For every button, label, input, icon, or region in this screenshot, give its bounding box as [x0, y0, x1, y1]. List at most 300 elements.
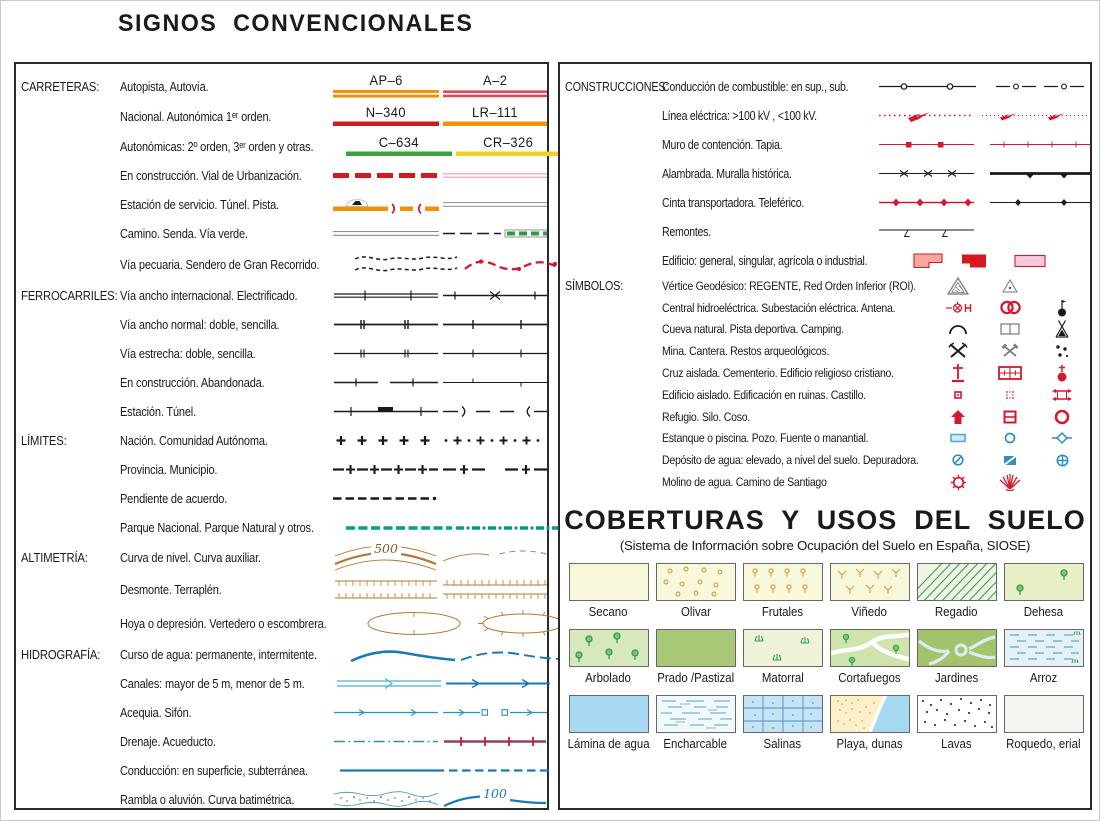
row-description: Edificio: general, singular, agrícola o industrial. [662, 253, 868, 268]
landcover-label: Olivar [680, 603, 711, 619]
limite-provincia-symbol [333, 463, 439, 476]
row-description: Molino de agua. Camino de Santiago [662, 475, 827, 490]
page-title: SIGNOS CONVENCIONALES [118, 10, 474, 37]
row-description: Conducción de combustible: en sup., sub. [662, 79, 849, 94]
autonomica-1-symbol [443, 121, 547, 127]
landcover-item [652, 629, 739, 685]
remontes-symbol [878, 223, 1092, 240]
cantera-icon [999, 341, 1021, 361]
icon-cell [1036, 319, 1088, 339]
row-description: Hoya o depresión. Vertedero o escombrera. [120, 615, 327, 631]
legend-row-conduccion [16, 756, 547, 785]
playa-dunas-swatch [830, 695, 910, 733]
sendero-gr-symbol [463, 250, 567, 280]
row-description: Rambla o aluvión. Curva batimétrica. [120, 792, 295, 807]
legend-row-cueva [560, 319, 1090, 341]
legend-row-molino [560, 471, 1090, 493]
legend-row-via-estrecha [16, 339, 547, 368]
fc-tunel-symbol [443, 405, 547, 418]
icon-cell [932, 474, 984, 491]
landcover-item [826, 629, 913, 685]
symbol-cell [443, 73, 547, 98]
row-description: Curso de agua: permanente, intermitente. [120, 647, 317, 662]
legend-row-alambrada [560, 159, 1090, 188]
icon-cell [984, 409, 1036, 425]
vertice-regente-icon [946, 276, 970, 296]
landcover-label: Frutales [761, 603, 804, 619]
landcover-item [913, 563, 1000, 619]
symbol-cell [460, 646, 564, 664]
arroz-swatch [1004, 629, 1084, 667]
legend-row-estacion-servicio [16, 190, 547, 219]
icon-cell [1036, 408, 1088, 426]
pozo-icon [1003, 431, 1017, 445]
symbol-cell [443, 318, 547, 331]
legend-row-fc-estacion [16, 397, 547, 426]
legend-row-parque [16, 513, 547, 542]
symbol-cell [463, 250, 567, 280]
autopista-symbol [333, 89, 439, 99]
category-label: CONSTRUCCIONES: [565, 79, 669, 94]
acequia-symbol [333, 706, 439, 719]
symbol-cell [332, 73, 440, 98]
symbol-cell [456, 524, 560, 532]
symbol-cell [443, 463, 547, 476]
depuradora-icon [1055, 453, 1070, 468]
symbol-cell [338, 764, 446, 777]
landcover-item [565, 695, 652, 751]
muro-tapia-symbol [878, 136, 1092, 153]
icon-cell [1036, 362, 1088, 384]
row-description: Cruz aislada. Cementerio. Edificio religioso cristiano. [662, 366, 894, 381]
icon-cell [932, 432, 984, 444]
symbol-cell [352, 250, 460, 280]
row-description: Nacional. Autonómica 1ᵉʳ orden. [120, 108, 272, 124]
pista-symbol [443, 201, 547, 208]
via-estrecha-doble-symbol [333, 347, 439, 360]
landcover-label: Cortafuegos [838, 669, 901, 685]
via-normal-doble-symbol [333, 318, 439, 331]
symbol-cell [332, 577, 440, 602]
row-description: Vía estrecha: doble, sencilla. [120, 346, 256, 361]
row-description: En construcción. Vial de Urbanización. [120, 168, 302, 183]
symbol-cell [332, 735, 440, 748]
symbol-cell [332, 541, 440, 571]
legend-row-pendiente [16, 484, 547, 513]
cortafuegos-swatch [830, 629, 910, 667]
lamina-agua-swatch [569, 695, 649, 733]
row-description: Curva de nivel. Curva auxiliar. [120, 550, 261, 565]
row-description: Autopista, Autovía. [120, 78, 209, 94]
legend-row-combustible [560, 72, 1090, 101]
antena-icon [1054, 297, 1070, 318]
terraplen-symbol [443, 577, 547, 602]
symbol-cell [443, 201, 547, 208]
legend-row-drenaje [16, 727, 547, 756]
legend-row-mina [560, 340, 1090, 362]
icon-cell [1036, 388, 1088, 402]
icon-cell [932, 341, 984, 361]
parque-natural-symbol [456, 524, 560, 532]
legend-row-provincia [16, 455, 547, 484]
salinas-swatch [743, 695, 823, 733]
symbol-cell [332, 706, 440, 719]
symbol-cell [345, 524, 453, 532]
icon-cell [932, 408, 984, 426]
legend-row-nacion [16, 426, 547, 455]
category-label: FERROCARRILES: [21, 288, 118, 303]
category-label: CARRETERAS: [21, 78, 100, 94]
prado-swatch [656, 629, 736, 667]
canal-mayor-symbol [336, 677, 442, 690]
legend-row-construccion-vial [16, 161, 547, 190]
row-description: Desmonte. Terraplén. [120, 582, 222, 597]
symbol-cell [443, 788, 547, 811]
icon-cell [932, 276, 984, 296]
legend-row-vertice [560, 275, 1090, 297]
legend-row-edificio-aislado [560, 384, 1090, 406]
alambrada-muralla-symbol [878, 165, 1092, 182]
deposito-elevado-icon [951, 453, 965, 467]
conduccion-superficie-symbol [339, 764, 445, 777]
legend-row-cinta [560, 188, 1090, 217]
restos-arqueologicos-icon [1053, 342, 1071, 360]
icon-cell [932, 453, 984, 467]
sifon-symbol [443, 706, 547, 719]
symbol-cell [349, 646, 457, 664]
carretera-construccion-symbol [333, 172, 439, 179]
row-description: Estación de servicio. Túnel. Pista. [120, 197, 279, 212]
landcover-item [913, 629, 1000, 685]
road-shield-label: LR–111 [472, 104, 518, 121]
via-pecuaria-symbol [353, 250, 459, 280]
symbol-cell [332, 788, 440, 811]
row-description: Parque Nacional. Parque Natural y otros. [120, 520, 314, 535]
row-description: Depósito de agua: elevado, a nivel del suelo. Depuradora. [662, 453, 919, 468]
row-description: Estanque o piscina. Pozo. Fuente o manantial. [662, 431, 869, 446]
landcover-item [565, 629, 652, 685]
icon-cell [984, 322, 1036, 336]
row-description: Autonómicas: 2º orden, 3ᵉʳ orden y otras. [120, 138, 314, 154]
landcover-label: Jardines [934, 669, 979, 685]
landcover-label: Prado /Pastizal [657, 669, 734, 685]
hoya-depresion-symbol [361, 608, 467, 639]
category-label: ALTIMETRÍA: [21, 550, 88, 565]
row-description: Remontes. [662, 224, 711, 239]
jardines-swatch [917, 629, 997, 667]
molino-agua-icon [950, 474, 967, 491]
legend-row-linea-electrica [560, 101, 1090, 130]
symbol-cell [443, 577, 547, 602]
symbol-cell [332, 376, 440, 389]
landcover-label: Encharcable [663, 735, 728, 751]
left-legend-panel [14, 62, 549, 810]
contour-elevation-label: 500 [371, 543, 401, 556]
landcover-item [826, 563, 913, 619]
autovia-symbol [443, 89, 547, 99]
icon-cell [984, 364, 1036, 382]
legend-row-autonomicas [16, 131, 547, 161]
parque-nacional-symbol [346, 524, 452, 532]
symbol-cell [449, 764, 553, 777]
landcover-label: Matorral [761, 669, 804, 685]
symbol-cell [335, 677, 443, 690]
row-description: Cueva natural. Pista deportiva. Camping. [662, 322, 844, 337]
landcover-label: Dehesa [1023, 603, 1064, 619]
cementerio-icon [997, 364, 1023, 382]
edificio-aislado-icon [953, 390, 963, 400]
fc-abandonada-symbol [443, 376, 547, 389]
symbol-cell [446, 677, 550, 690]
encharcable-swatch [656, 695, 736, 733]
curso-permanente-symbol [350, 646, 456, 664]
desmonte-symbol [333, 577, 439, 602]
symbol-cell [456, 135, 560, 156]
icon-cell [984, 389, 1036, 401]
symbol-cell [443, 706, 547, 719]
legend-row-via-internacional [16, 281, 547, 310]
road-shield-label: N–340 [365, 104, 407, 121]
landcover-item [1000, 695, 1087, 751]
icon-cell [984, 474, 1036, 491]
category-label: LÍMITES: [21, 433, 67, 448]
symbol-cell [443, 105, 547, 126]
symbol-cell [443, 227, 547, 240]
legend-row-via-pecuaria [16, 248, 547, 281]
row-description: Vía ancho normal: doble, sencilla. [120, 317, 280, 332]
legend-row-curso-agua [16, 640, 547, 669]
icon-cell [984, 454, 1036, 467]
depth-contour-label: 100 [480, 788, 510, 801]
road-shield-label: A–2 [482, 72, 508, 89]
legend-row-hoya [16, 606, 547, 640]
regadio-swatch [917, 563, 997, 601]
pista-deportiva-icon [999, 322, 1021, 336]
acueducto-symbol [443, 735, 547, 748]
symbol-cell [332, 463, 440, 476]
pendiente-acuerdo-symbol [333, 492, 439, 505]
silo-icon [1002, 409, 1018, 425]
landcover-item [826, 695, 913, 751]
legend-row-desmonte [16, 573, 547, 606]
fc-estacion-symbol [333, 405, 439, 418]
row-description: Refugio. Silo. Coso. [662, 409, 750, 424]
row-description: Camino. Senda. Vía verde. [120, 226, 248, 241]
symbol-cell [332, 492, 440, 505]
symbol-cell [332, 318, 440, 331]
secano-swatch [569, 563, 649, 601]
symbol-cell [332, 172, 440, 179]
drenaje-symbol [333, 735, 439, 748]
legend-row-fc-construccion [16, 368, 547, 397]
camino-santiago-icon [998, 474, 1022, 491]
coso-icon [1053, 408, 1071, 426]
vial-urbanizacion-symbol [443, 172, 547, 179]
limite-nacion-symbol [333, 434, 439, 447]
icon-cell [984, 298, 1036, 317]
row-description: Vía pecuaria. Sendero de Gran Recorrido. [120, 257, 320, 272]
landcover-item [565, 563, 652, 619]
icon-cell [932, 298, 984, 318]
estacion-servicio-tunel-symbol [333, 196, 439, 214]
fuente-manantial-icon [1051, 431, 1073, 445]
landcover-label: Salinas [763, 735, 802, 751]
symbol-cell [332, 230, 440, 237]
deposito-suelo-icon [1002, 454, 1018, 467]
camino-symbol [333, 230, 439, 237]
row-description: Cinta transportadora. Teleférico. [662, 195, 805, 210]
cueva-natural-icon [947, 322, 969, 336]
symbol-cell [332, 196, 440, 214]
landcover-label: Lavas [941, 735, 972, 751]
row-description: Pendiente de acuerdo. [120, 491, 228, 506]
nacional-symbol [333, 121, 439, 127]
icon-cell [932, 322, 984, 336]
conduccion-subterranea-symbol [449, 764, 553, 777]
row-description: Conducción: en superficie, subterránea. [120, 763, 308, 778]
camping-icon [1052, 319, 1072, 339]
row-description: Nación. Comunidad Autónoma. [120, 433, 268, 448]
landcover-label: Arbolado [585, 669, 632, 685]
landcover-label: Secano [589, 603, 628, 619]
lavas-swatch [917, 695, 997, 733]
rambla-aluvion-symbol [333, 788, 439, 811]
landcover-label: Arroz [1029, 669, 1058, 685]
row-description: Vía ancho internacional. Electrificado. [120, 288, 298, 303]
limite-municipio-symbol [443, 463, 547, 476]
road-shield-label: CR–326 [482, 134, 533, 151]
landcover-grid [560, 553, 1090, 761]
legend-row-rambla [16, 785, 547, 814]
dehesa-swatch [1004, 563, 1084, 601]
legend-row-remontes [560, 217, 1090, 246]
legend-row-muro [560, 130, 1090, 159]
landcover-item [739, 695, 826, 751]
row-description: En construcción. Abandonada. [120, 375, 265, 390]
fc-construccion-symbol [333, 376, 439, 389]
symbol-cell [443, 544, 547, 571]
landcover-item [1000, 629, 1087, 685]
symbol-cell [443, 172, 547, 179]
conduccion-combustible-symbol [878, 78, 1092, 95]
row-description: Acequia. Sifón. [120, 705, 192, 720]
linea-electrica-symbol [878, 107, 1092, 124]
icon-cell [984, 431, 1036, 445]
roquedo-erial-swatch [1004, 695, 1084, 733]
electrificado-symbol [443, 289, 547, 302]
castillo-icon [1051, 388, 1073, 402]
arbolado-swatch [569, 629, 649, 667]
curva-auxiliar-symbol [443, 544, 547, 571]
canal-menor-symbol [446, 677, 550, 690]
frutales-swatch [743, 563, 823, 601]
row-description: Mina. Cantera. Restos arqueológicos. [662, 344, 830, 359]
symbol-cell [443, 289, 547, 302]
autonomica-3-symbol [456, 151, 560, 157]
legend-row-curva-nivel [16, 542, 547, 573]
symbol-cell [332, 347, 440, 360]
matorral-swatch [743, 629, 823, 667]
via-estrecha-sencilla-symbol [443, 347, 547, 360]
legend-row-edificio [560, 246, 1090, 275]
landcover-item [739, 629, 826, 685]
row-description: Edificio aislado. Edificación en ruinas. Castillo. [662, 387, 866, 402]
category-label: SÍMBOLOS: [565, 278, 624, 293]
road-shield-label: C–634 [378, 134, 419, 151]
symbol-cell [332, 434, 440, 447]
legend-row-acequia [16, 698, 547, 727]
landcover-item [739, 563, 826, 619]
symbol-cell [443, 735, 547, 748]
symbol-cell [360, 608, 468, 639]
edificacion-ruinas-icon [1004, 389, 1016, 401]
via-internacional-symbol [333, 289, 439, 302]
row-description: Vértice Geodésico: REGENTE, Red Orden Inferior (ROI). [662, 278, 916, 293]
refugio-icon [949, 408, 967, 426]
legend-row-autopista [16, 71, 547, 101]
row-description: Línea eléctrica: >100 kV , <100 kV. [662, 108, 817, 123]
category-label: HIDROGRAFÍA: [21, 647, 101, 662]
legend-row-camino-senda [16, 219, 547, 248]
legend-row-canales [16, 669, 547, 698]
row-description: Estación. Túnel. [120, 404, 196, 419]
coberturas-subtitle: (Sistema de Información sobre Ocupación del Suelo en España, SIOSE) [619, 537, 1031, 553]
symbol-cell [332, 105, 440, 126]
road-shield-label: AP–6 [369, 72, 403, 89]
legend-row-via-normal [16, 310, 547, 339]
legend-row-cruz [560, 362, 1090, 384]
estanque-piscina-icon [949, 432, 967, 444]
icon-cell [984, 341, 1036, 361]
limite-comunidad-symbol [443, 434, 547, 447]
landcover-item [652, 563, 739, 619]
legend-row-refugio [560, 406, 1090, 428]
symbol-cell [443, 376, 547, 389]
landcover-item [652, 695, 739, 751]
row-description: Canales: mayor de 5 m, menor de 5 m. [120, 676, 305, 691]
olivar-swatch [656, 563, 736, 601]
right-legend-panel [558, 62, 1092, 810]
landcover-item [1000, 563, 1087, 619]
symbol-cell [332, 405, 440, 418]
icon-cell [932, 362, 984, 384]
landcover-label: Lámina de agua [567, 735, 650, 751]
curso-intermitente-symbol [460, 646, 564, 664]
icon-cell [1036, 342, 1088, 360]
legend-row-nacional [16, 101, 547, 131]
vertice-roi-icon [1000, 277, 1020, 295]
landcover-label: Roquedo, erial [1006, 735, 1081, 751]
legend-row-central [560, 297, 1090, 319]
icon-cell [984, 277, 1036, 295]
row-description: Central hidroeléctrica. Subestación eléctrica. Antena. [662, 300, 896, 315]
mina-icon [947, 341, 969, 361]
symbol-cell [443, 434, 547, 447]
icon-cell [1036, 453, 1088, 468]
row-description: Drenaje. Acueducto. [120, 734, 216, 749]
central-hidroelectrica-icon [945, 298, 972, 318]
cruz-aislada-icon [949, 362, 967, 384]
autonomica-2-symbol [346, 151, 452, 157]
symbol-cell [332, 289, 440, 302]
edificio-religioso-icon [1055, 362, 1069, 384]
symbol-cell [345, 135, 453, 156]
edificio-symbol [878, 250, 1092, 272]
row-description: Provincia. Municipio. [120, 462, 218, 477]
senda-viaverde-symbol [443, 227, 547, 240]
legend-row-deposito [560, 449, 1090, 471]
coberturas-title: COBERTURAS Y USOS DEL SUELO [564, 504, 1086, 535]
